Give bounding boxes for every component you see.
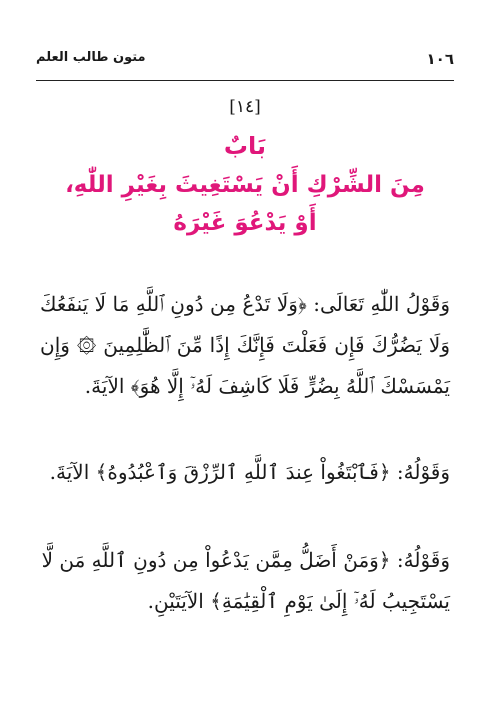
paragraph-3-text: وَقَوْلُهُ: ﴿وَمَنْ أَضَلُّ مِمَّن يَدْعُواْ مِن دُونِ ٱللَّهِ مَن لَّا يَسْتَجِيبُ لَهُۥٓ إِلَىٰ يَوْمِ ٱلْقِيَٰمَةِ﴾ الآيَتَيْنِ.: [41, 548, 450, 613]
chapter-heading-line-2: مِنَ الشِّرْكِ أَنْ يَسْتَغِيثَ بِغَيْرِ اللّٰهِ،: [65, 172, 425, 198]
paragraph-1-text: وَقَوْلُ اللّٰهِ تَعَالَى: ﴿وَلَا تَدْعُ مِن دُونِ ٱللَّهِ مَا لَا يَنفَعُكَ وَلَا يَضُرُّكَ فَإِن فَعَلْتَ فَإِنَّكَ إِذًا مِّنَ ٱلظَّٰلِمِينَ ۞ وَإِن يَمْسَسْكَ ٱللَّهُ بِضُرٍّ فَلَا كَاشِفَ لَهُۥٓ إِلَّا هُوَ﴾ الآيَةَ.: [40, 292, 450, 398]
paragraph-2-text: وَقَوْلُهُ: ﴿فَٱبْتَغُواْ عِندَ ٱللَّهِ ٱلرِّزْقَ وَٱعْبُدُوهُ﴾ الآيَةَ.: [49, 460, 450, 484]
chapter-heading-line-3: أَوْ يَدْعُوَ غَيْرَهُ: [173, 210, 317, 236]
header-rule: [36, 80, 454, 81]
chapter-heading-line-1: بَابٌ: [223, 132, 267, 160]
paragraph-2: [40, 452, 450, 493]
page-number: ١٠٦: [426, 50, 454, 68]
chapter-number: [١٤]: [229, 97, 261, 117]
running-title: متون طالب العلم: [36, 50, 146, 65]
paragraph-3: [40, 540, 450, 622]
page-header: [36, 48, 454, 78]
paragraph-1: [40, 284, 450, 407]
